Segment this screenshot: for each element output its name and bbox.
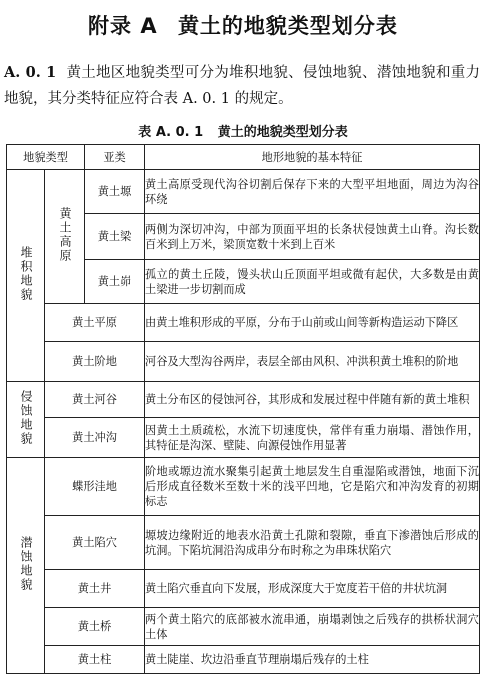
subtype-description: 由黄土堆积形成的平原，分布于山前或山间等新构造运动下降区 [145, 304, 480, 342]
subtype-description: 塬坡边缘附近的地表水沿黄土孔隙和裂隙，垂直下渗潜蚀后形成的坑洞。下陷坑洞沿沟成串分布时称之为串珠状陷穴 [145, 516, 480, 570]
subtype-description: 黄土陷穴垂直向下发展，形成深度大于宽度若干倍的井状坑洞 [145, 570, 480, 608]
subtype-name: 黄土柱 [45, 646, 145, 674]
subtype-name: 黄土桥 [45, 608, 145, 646]
subtype-description: 黄土高原受现代沟谷切割后保存下来的大型平坦地面，周边为沟谷环绕 [145, 170, 480, 214]
subtype-name: 黄土井 [45, 570, 145, 608]
table-row [7, 516, 480, 570]
landform-table [6, 144, 480, 674]
header-features: 地形地貌的基本特征 [145, 145, 480, 170]
table-row [7, 646, 480, 674]
header-landform-type: 地貌类型 [7, 145, 85, 170]
header-subtype: 亚类 [85, 145, 145, 170]
subtype-description: 黄土分布区的侵蚀河谷，其形成和发展过程中伴随有新的黄土堆积 [145, 382, 480, 418]
group-subsurface-label: 潜蚀地貌 [19, 535, 33, 592]
subtype-name: 黄土陷穴 [45, 516, 145, 570]
subtype-description: 孤立的黄土丘陵，馒头状山丘顶面平坦或微有起伏，大多数是由黄土梁进一步切割而成 [145, 260, 480, 304]
subtype-description: 河谷及大型沟谷两岸，表层全部由风积、冲洪积黄土堆积的阶地 [145, 342, 480, 382]
table-header-row [7, 145, 480, 170]
table-caption [0, 121, 486, 140]
subtype-description: 两侧为深切冲沟，中部为顶面平坦的长条状侵蚀黄土山脊。沟长数百米到上万米，梁顶宽数十米到上百米 [145, 214, 480, 260]
table-row [7, 342, 480, 382]
subtype-name: 黄土塬 [85, 170, 145, 214]
subtype-description: 两个黄土陷穴的底部被水流串通，崩塌剥蚀之后残存的拱桥状洞穴土体 [145, 608, 480, 646]
appendix-title [0, 10, 486, 40]
subtype-description: 阶地或塬边流水聚集引起黄土地层发生自重湿陷或潜蚀，地面下沉后形成直径数米至数十米的浅平凹地，它是陷穴和冲沟发育的初期标志 [145, 458, 480, 516]
group-erosion [7, 382, 45, 458]
appendix-name: 黄土的地貌类型划分表 [177, 14, 398, 38]
table-row [7, 458, 480, 516]
group-accumulation [7, 170, 45, 382]
intro-text: 黄土地区地貌类型可分为堆积地貌、侵蚀地貌、潜蚀地貌和重力地貌，其分类特征应符合表 A. 0. 1 的规定。 [4, 65, 481, 107]
intro-paragraph [4, 60, 480, 112]
group-plateau [45, 170, 85, 304]
group-erosion-label: 侵蚀地貌 [19, 389, 33, 446]
table-row [7, 570, 480, 608]
subtype-name: 黄土峁 [85, 260, 145, 304]
subtype-name: 蝶形洼地 [45, 458, 145, 516]
table-row [7, 608, 480, 646]
group-accumulation-label: 堆积地貌 [19, 245, 33, 302]
table-row [7, 418, 480, 458]
table-caption-name: 黄土的地貌类型划分表 [217, 125, 348, 140]
subtype-name: 黄土梁 [85, 214, 145, 260]
table-row [7, 304, 480, 342]
subtype-name: 黄土阶地 [45, 342, 145, 382]
table-row [7, 170, 480, 214]
subtype-name: 黄土河谷 [45, 382, 145, 418]
table-row [7, 382, 480, 418]
group-subsurface [7, 458, 45, 674]
subtype-name: 黄土平原 [45, 304, 145, 342]
clause-number: A. 0. 1 [4, 64, 57, 81]
group-plateau-label: 黄土高原 [58, 206, 72, 263]
subtype-name: 黄土冲沟 [45, 418, 145, 458]
table-caption-label: 表 A. 0. 1 [138, 125, 204, 140]
appendix-label: 附录 A [88, 14, 158, 38]
subtype-description: 因黄土土质疏松，水流下切速度快，常伴有重力崩塌、潜蚀作用，其特征是沟深、壁陡、向源侵蚀作用显著 [145, 418, 480, 458]
subtype-description: 黄土陡崖、坎边沿垂直节理崩塌后残存的土柱 [145, 646, 480, 674]
